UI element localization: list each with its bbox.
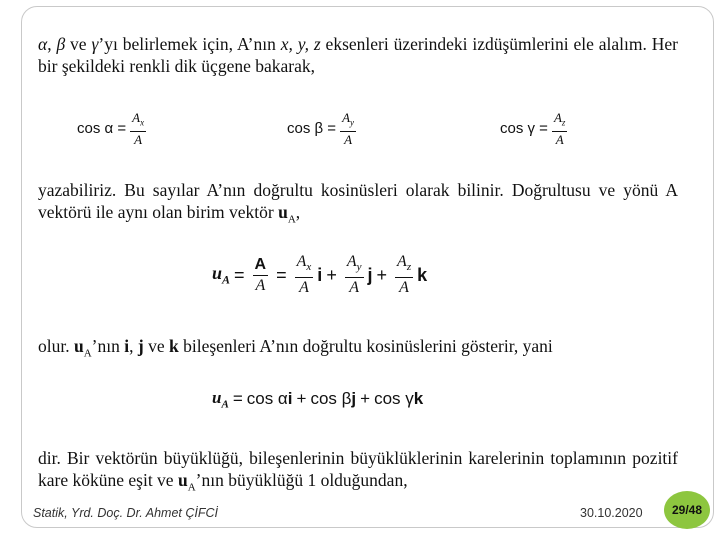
num-text: A: [553, 110, 562, 125]
num-text: A: [296, 253, 307, 270]
text-rest: ’nın büyüklüğü 1 olduğundan,: [195, 470, 408, 490]
text-mid: ’nın: [91, 336, 125, 356]
unit-vector-sub: A: [83, 347, 92, 360]
eq-u: [212, 263, 230, 288]
num-text: A: [132, 110, 141, 125]
equation-cos-alpha: [77, 110, 150, 147]
fraction: [130, 110, 146, 147]
fraction-y: [345, 252, 364, 298]
gamma-symbol: γ: [91, 34, 99, 54]
plus-sign: +: [360, 389, 371, 409]
unit-k: k: [413, 389, 424, 409]
text-lead: olur.: [38, 336, 74, 356]
num-sub: y: [350, 117, 355, 128]
unit-j: j: [351, 389, 357, 409]
beta-symbol: β: [56, 34, 66, 54]
unit-k: k: [168, 336, 179, 356]
page-number-badge: [664, 491, 710, 529]
text-rest2: eksenleri üzerindeki izdüşümlerini ele alalım. Her bir şekildeki renkli dik üçgene bakarak,: [38, 34, 678, 76]
fraction-denominator: A: [134, 131, 143, 147]
eq-lhs: cos β =: [287, 119, 337, 137]
fraction-numerator: [552, 110, 567, 132]
eq-lhs: cos γ =: [500, 119, 548, 137]
cos-alpha-term: cos α: [246, 389, 288, 409]
footer-author: Statik, Yrd. Doç. Dr. Ahmet ÇİFCİ: [33, 506, 218, 520]
fraction-denominator: A: [344, 131, 353, 147]
u-sub: A: [221, 398, 229, 411]
fraction-numerator: [130, 110, 146, 132]
equals-sign: =: [232, 389, 243, 409]
text-ve: ve: [143, 336, 169, 356]
num-sub: x: [306, 261, 312, 274]
unit-vector-u: u: [177, 470, 188, 490]
xyz-axes: x, y, z: [280, 34, 321, 54]
text-rest: bileşenleri A’nın doğrultu kosinüslerini gösterir, yani: [178, 336, 553, 356]
fraction-numerator: A: [253, 255, 269, 276]
u-letter: u: [212, 388, 222, 407]
cos-gamma-term: cos γ: [374, 389, 414, 409]
num-text: A: [342, 110, 351, 125]
equation-cos-gamma: [500, 110, 571, 147]
fraction-denominator: A: [399, 279, 409, 297]
paragraph-components: [38, 335, 678, 365]
fraction-x: [295, 252, 314, 298]
unit-i: i: [287, 389, 293, 409]
unit-k: k: [417, 264, 428, 285]
plus-sign: +: [376, 264, 388, 285]
unit-i: i: [124, 336, 130, 356]
equation-cos-beta: [287, 110, 360, 147]
fraction-numerator: [345, 252, 364, 278]
fraction-vector: [253, 255, 269, 296]
plus-sign: +: [296, 389, 307, 409]
text-body: dir. Bir vektörün büyüklüğü, bileşenlerinin büyüklüklerinin karelerinin toplamının pozitif kare köküne eşit ve: [38, 448, 678, 490]
fraction-denominator: A: [349, 279, 360, 297]
fraction: [552, 110, 567, 147]
fraction-numerator: [340, 110, 356, 132]
eq-u: [212, 388, 229, 410]
equals-sign: =: [234, 264, 245, 285]
text-comma: ,: [129, 336, 138, 356]
unit-vector-sub: A: [287, 213, 296, 226]
plus-sign: +: [326, 264, 337, 285]
footer-date: 30.10.2020: [580, 506, 643, 520]
paragraph-direction-cosines: [38, 179, 678, 231]
fraction-denominator: A: [255, 276, 266, 294]
unit-vector-u: u: [278, 202, 288, 222]
num-text: A: [346, 253, 357, 270]
u-sub: A: [222, 272, 231, 287]
equation-unit-cos: [212, 388, 423, 410]
alpha-symbol: α: [38, 34, 48, 54]
paragraph-magnitude: [38, 447, 678, 499]
num-sub: z: [561, 117, 566, 128]
fraction-denominator: A: [299, 279, 309, 297]
num-sub: x: [140, 117, 145, 128]
num-sub: y: [356, 261, 362, 274]
fraction-z: [395, 252, 413, 298]
cos-beta-term: cos β: [310, 389, 352, 409]
u-letter: u: [212, 262, 223, 283]
unit-i: i: [317, 264, 323, 285]
equals-sign: =: [276, 264, 287, 285]
unit-j: j: [367, 264, 373, 285]
unit-j: j: [137, 336, 144, 356]
num-sub: z: [406, 261, 412, 274]
num-text: A: [397, 253, 407, 270]
fraction-numerator: [395, 252, 413, 278]
text-rest1: ’yı belirlemek için, A’nın: [98, 34, 281, 54]
text-end: ,: [295, 202, 301, 222]
text-ve: ve: [65, 34, 92, 54]
text-sep: ,: [47, 34, 57, 54]
fraction-numerator: [295, 252, 314, 278]
page-number: 29/48: [671, 503, 703, 517]
eq-lhs: cos α =: [77, 119, 127, 137]
unit-vector-u: u: [73, 336, 84, 356]
text-body: yazabiliriz. Bu sayılar A’nın doğrultu kosinüsleri olarak bilinir. Doğrultusu ve yönü A vektörü ile aynı olan birim vektör: [38, 180, 678, 222]
fraction-denominator: A: [555, 131, 564, 147]
fraction: [340, 110, 356, 147]
equation-unit-vector: [212, 252, 427, 298]
unit-vector-sub: A: [187, 481, 196, 494]
paragraph-intro: [38, 33, 678, 77]
